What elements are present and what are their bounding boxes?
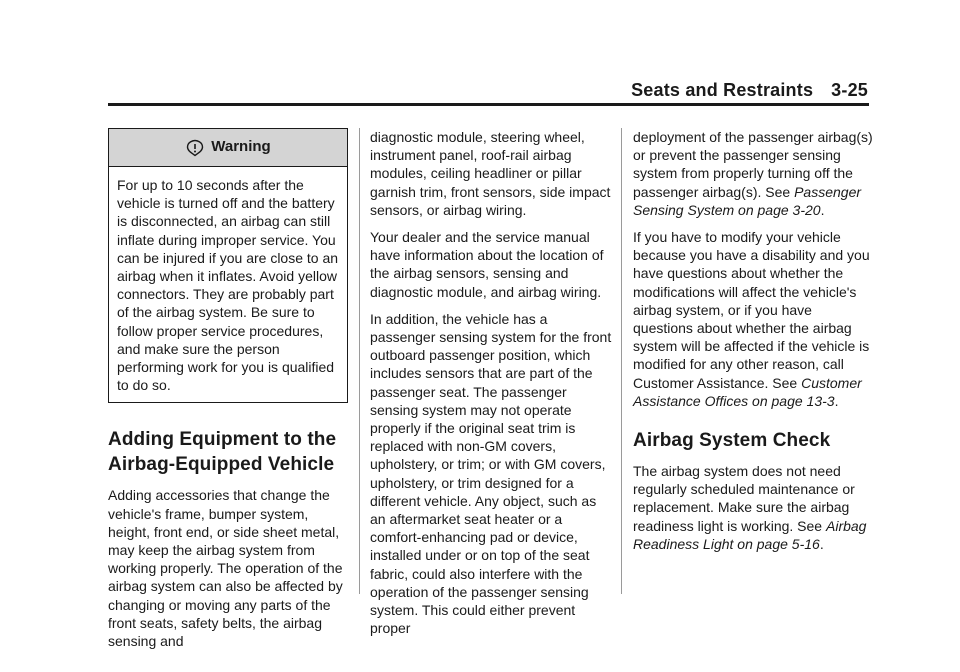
col2-paragraph-1: diagnostic module, steering wheel, instrument panel, roof-rail airbag modules, ceiling headliner or pillar garnish trim, front sensors, side impact sensors, or airbag wiring.: [370, 129, 611, 218]
adding-equipment-heading: Adding Equipment to the Airbag-Equipped Vehicle: [108, 429, 337, 476]
column-divider-2: [621, 128, 622, 594]
column-2: [370, 128, 612, 646]
col3-paragraph-2: [633, 228, 873, 410]
airbag-system-check-heading: Airbag System Check: [633, 430, 831, 452]
col3-paragraph-3: [633, 462, 873, 553]
col3-paragraph-1-text: deployment of the passenger airbag(s) or prevent the passenger sensing system from properly turning off the passenger airbag(s). See: [633, 129, 873, 200]
xref-customer-assistance[interactable]: Customer Assistance Offices on page 13-3: [633, 374, 862, 409]
page-header: [631, 80, 868, 101]
col2-paragraph-2: Your dealer and the service manual have information about the location of the airbag sensors, sensing and diagnostic module, and airbag wiring.: [370, 229, 604, 300]
warning-header: [109, 129, 347, 167]
col3-paragraph-1: [633, 128, 873, 219]
xref-passenger-sensing[interactable]: Passenger Sensing System on page 3-20: [633, 183, 862, 218]
page-number: 3-25: [831, 80, 868, 100]
warning-body: For up to 10 seconds after the vehicle is turned off and the battery is disconnected, an airbag can still inflate during improper service. You can be injured if you are close to an airbag when it inflates. Avoid yellow connectors. They are probably part of the airbag system. Be sure to follow proper service procedures, and make sure the person performing work for you is qualified to do so.: [117, 177, 339, 394]
column-1: [108, 128, 348, 659]
xref-airbag-readiness-light[interactable]: Airbag Readiness Light on page 5-16: [633, 517, 867, 552]
col3-paragraph-2-text: If you have to modify your vehicle because you have a disability and you have questions about whether the modifications will affect the vehicle's airbag system, or if you have questions about whether the airbag system will be affected if the vehicle is modified for any other reason, call Customer Assistance. See: [633, 229, 870, 391]
header-rule: [108, 103, 869, 106]
column-divider-1: [359, 128, 360, 594]
warning-title: Warning: [211, 138, 271, 156]
col2-paragraph-3: In addition, the vehicle has a passenger sensing system for the front outboard passenger position, which includes sensors that are part of the passenger seat. The passenger sensing system may not operate properly if the original seat trim is replaced with non-GM covers, upholstery, or trim; or with GM covers, upholstery, or trim designed for a different vehicle. Any object, such as an aftermarket seat heater or a comfort-enhancing pad or device, installed under or on top of the seat fabric, could also interfere with the operation of the passenger sensing system. This could either prevent proper: [370, 310, 612, 637]
warning-icon: [185, 139, 205, 157]
adding-equipment-paragraph: Adding accessories that change the vehicle's frame, bumper system, height, front end, or side sheet metal, may keep the airbag system from working properly. The operation of the airbag system can also be affected by changing or moving any parts of the front seats, safety belts, the airbag sensing and: [108, 487, 343, 650]
col3-paragraph-3-end: .: [819, 535, 824, 552]
col3-paragraph-2-end: .: [834, 392, 839, 409]
col3-paragraph-3-text: The airbag system does not need regularly scheduled maintenance or replacement. Make sure the airbag readiness light is working. See: [633, 463, 855, 534]
column-3: [633, 128, 873, 562]
col3-paragraph-1-end: .: [820, 201, 825, 218]
warning-box: [108, 128, 348, 403]
section-title: Seats and Restraints: [631, 80, 814, 100]
